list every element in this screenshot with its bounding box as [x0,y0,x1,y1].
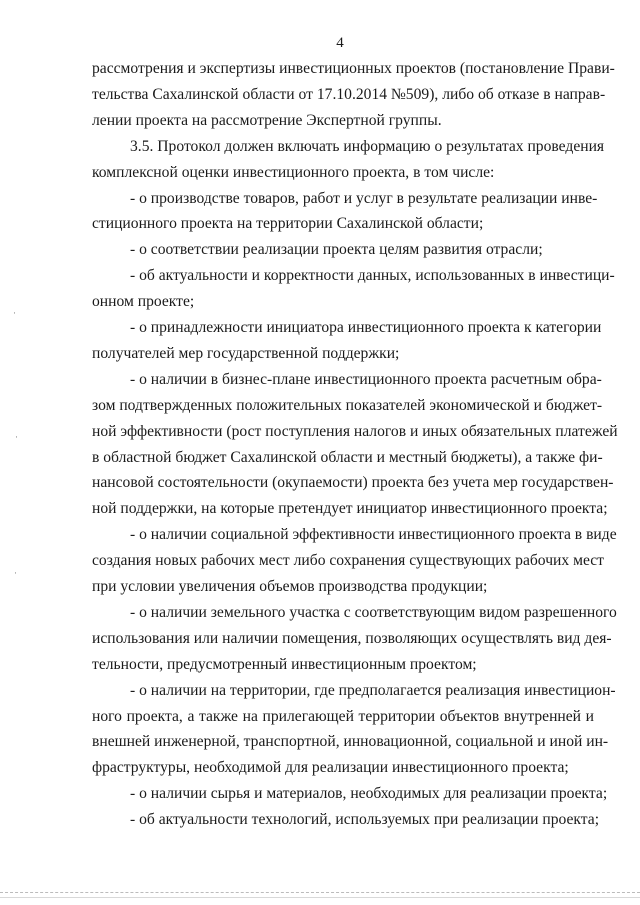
text-line: 3.5. Протокол должен включать информацию о результатах проведения [130,137,605,155]
text-line: - о производстве товаров, работ и услуг в результате реализации инве- [130,189,598,207]
text-line: - о принадлежности инициатора инвестиционного проекта к категории [130,319,602,336]
scan-mark: · [14,568,17,578]
text-line: тельности, предусмотренный инвестиционным проектом; [92,655,477,673]
text-line: получателей мер государственной поддержки; [92,344,400,362]
text-line: - об актуальности технологий, используемых при реализации проекта; [130,811,600,829]
text-line: ного проекта, а также на прилегающей территории объектов внутренней и [92,707,594,725]
scan-edge-line [0,897,640,899]
text-line: стиционного проекта на территории Сахалинской области; [92,215,484,233]
text-line: комплексной оценки инвестиционного проекта, в том числе: [92,163,495,181]
text-line: - о наличии земельного участка с соответствующим видом разрешенного [130,603,617,621]
page-number: 4 [336,35,344,51]
text-line: - о наличии сырья и материалов, необходимых для реализации проекта; [130,785,608,803]
text-line: - о наличии социальной эффективности инвестиционного проекта в виде [130,526,617,544]
text-line: фраструктуры, необходимой для реализации инвестиционного проекта; [92,759,569,777]
text-line: - об актуальности и корректности данных, использованных в инвестици- [130,267,615,285]
text-line: лении проекта на рассмотрение Экспертной группы. [92,111,442,129]
text-line: ной эффективности (рост поступления налогов и иных обязательных платежей [92,422,618,440]
scan-edge-line [0,892,640,894]
text-line: рассмотрения и экспертизы инвестиционных проектов (постановление Прави- [92,60,615,77]
text-line: - о наличии на территории, где предполагается реализация инвестицион- [130,681,616,699]
text-line: ной поддержки, на которые претендует инициатор инвестиционного проекта; [92,500,608,518]
scan-mark: · [15,432,18,442]
text-line: тельства Сахалинской области от 17.10.2014 №509), либо об отказе в направ- [92,85,606,103]
text-line: создания новых рабочих мест либо сохранения существующих рабочих мест [92,552,604,570]
text-line: внешней инженерной, транспортной, инновационной, социальной и иной ин- [92,733,609,751]
text-line: нансовой состоятельности (окупаемости) проекта без учета мер государствен- [92,474,614,492]
text-line: зом подтвержденных положительных показателей экономической и бюджет- [92,396,603,414]
text-line: - о соответствии реализации проекта целям развития отрасли; [130,241,543,259]
text-line: - о наличии в бизнес-плане инвестиционного проекта расчетным обра- [130,370,602,388]
text-line: при условии увеличения объемов производства продукции; [92,578,488,595]
text-line: онном проекте; [92,293,195,311]
text-line: в областной бюджет Сахалинской области и местный бюджеты), а также фи- [92,448,603,466]
scan-mark: · [13,308,16,318]
text-line: использования или наличии помещения, позволяющих осуществлять вид дея- [92,629,612,647]
